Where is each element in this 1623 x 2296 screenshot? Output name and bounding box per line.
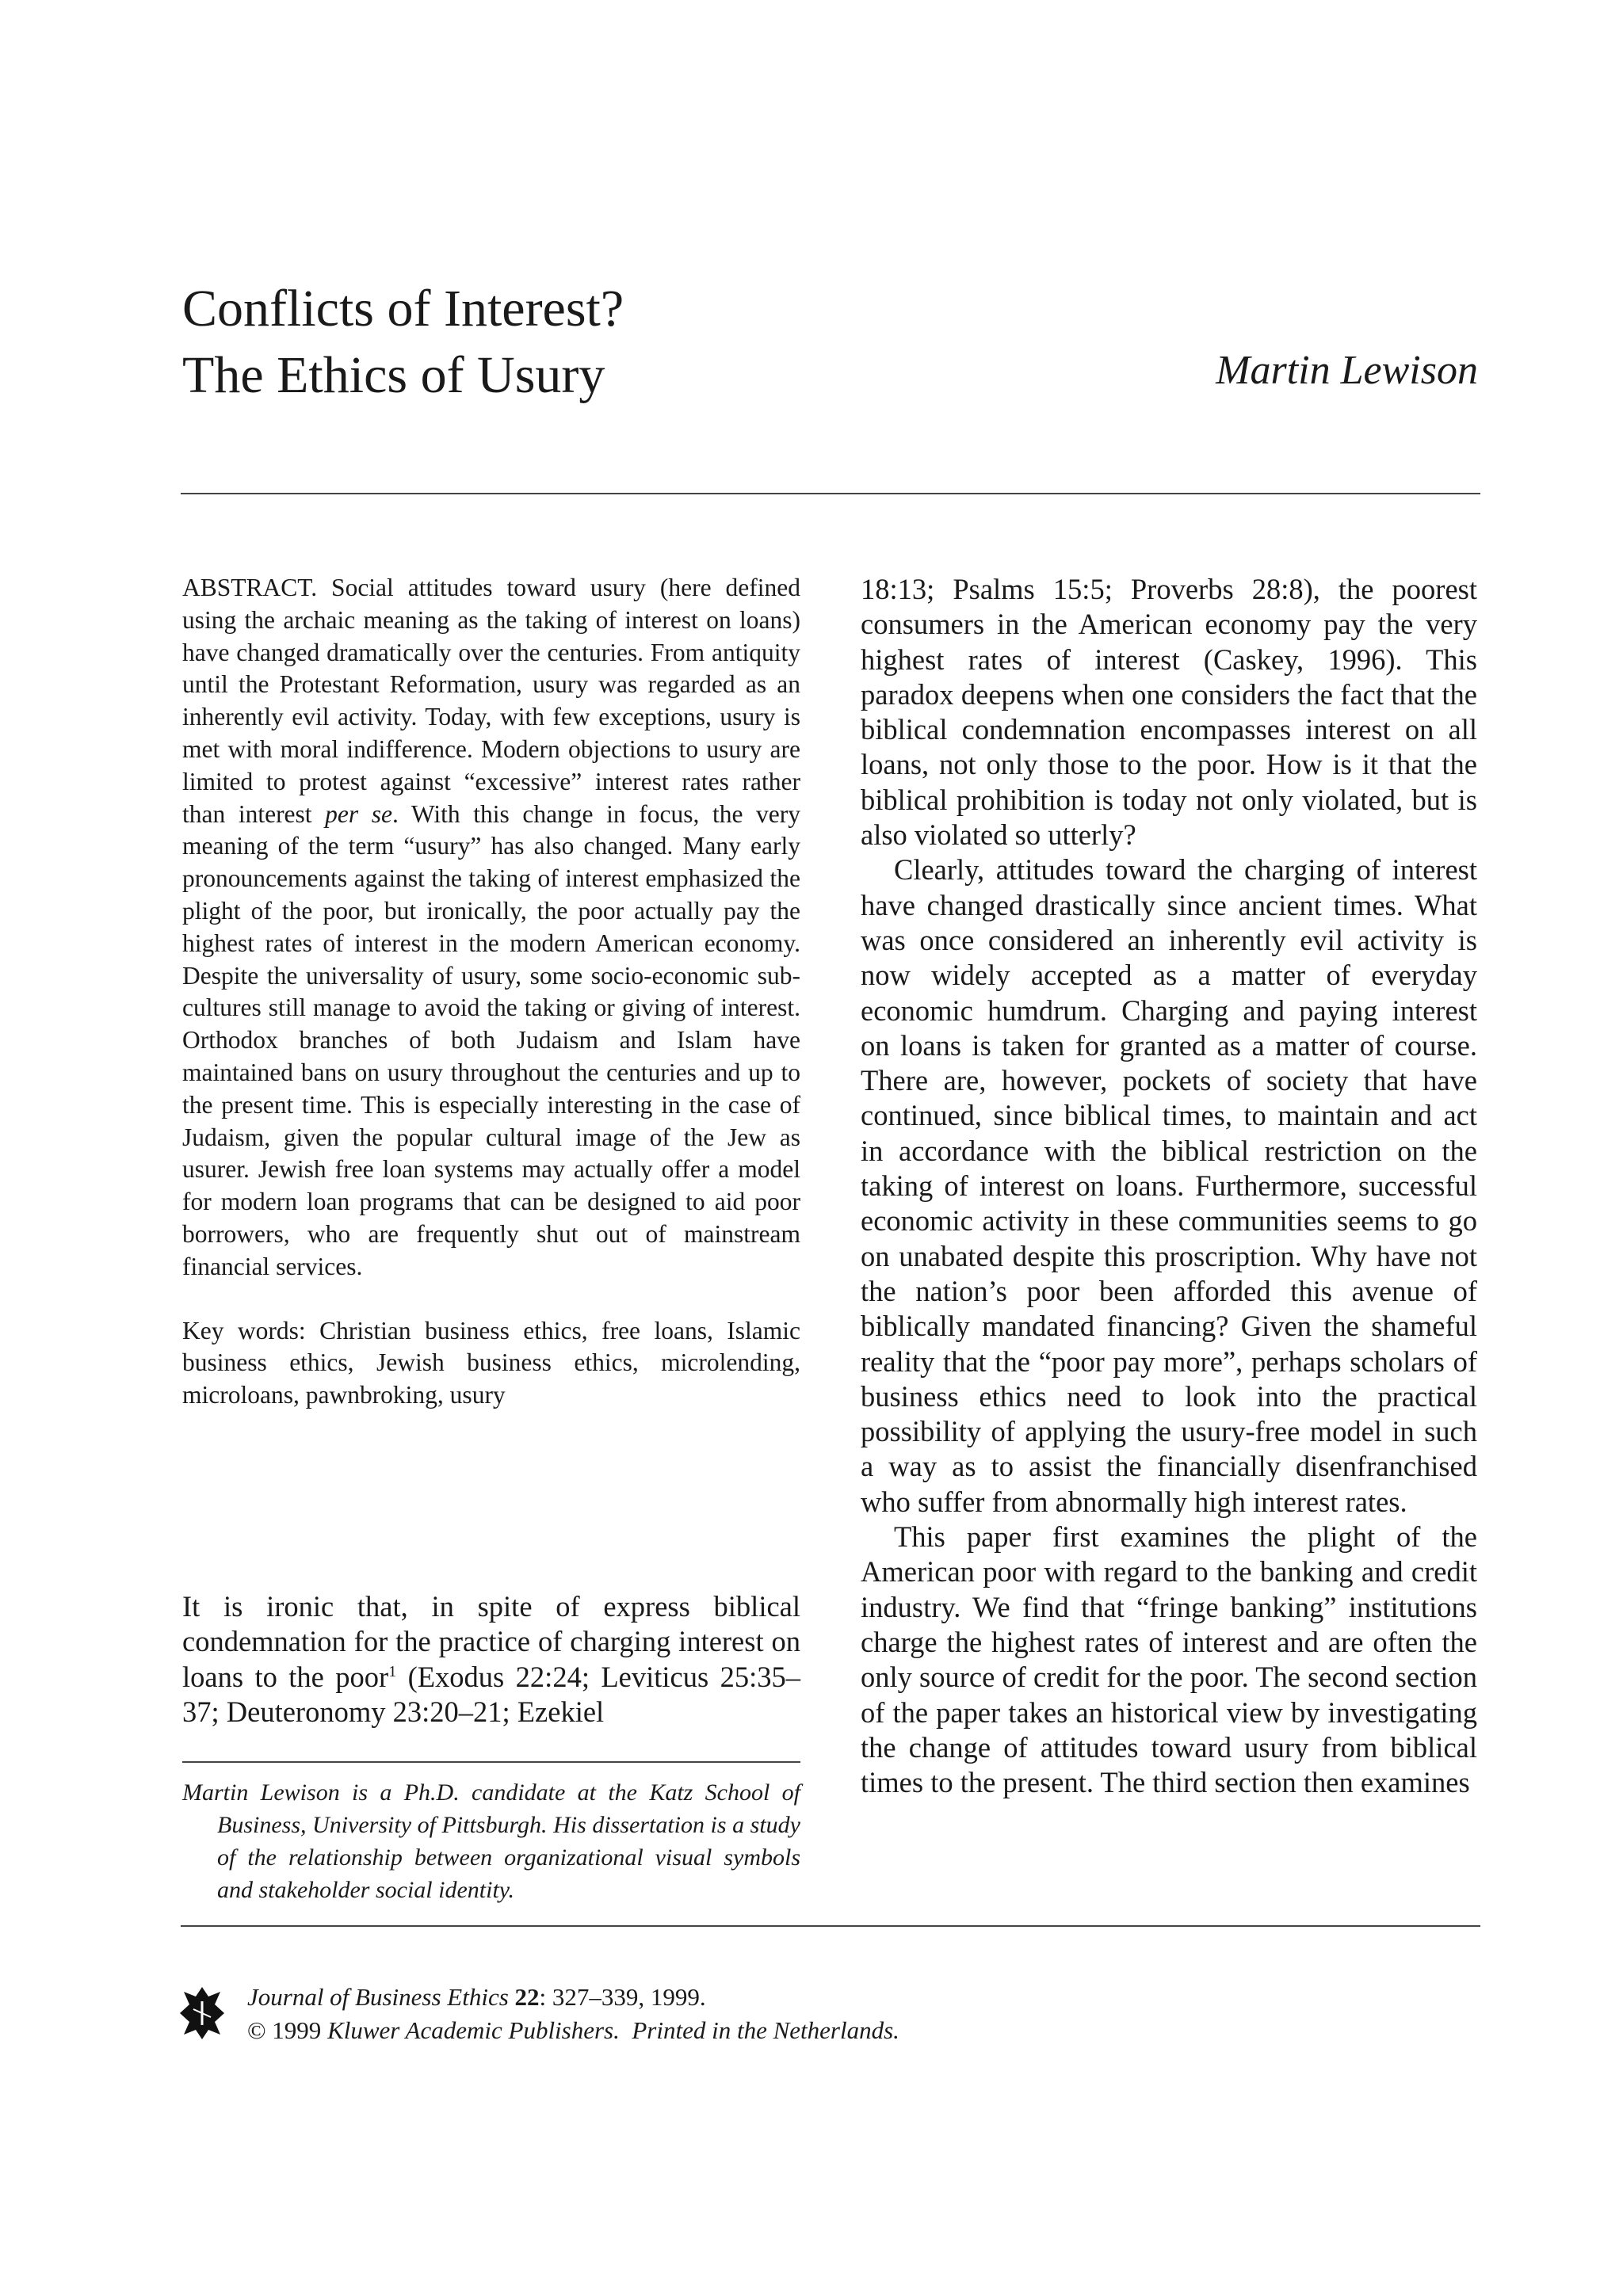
footnote-rule [182, 1761, 800, 1763]
abstract-emphasis: per se [325, 799, 392, 828]
journal-line-1 [247, 1981, 899, 2014]
lead-paragraph-block [182, 1589, 800, 1730]
body-paragraph-3: This paper first examines the plight of the American poor with regard to the banking and credit industry. We find that “fringe banking” institutions charge the highest rates of interest and are often the only source of credit for the poor. The second section of the paper takes an historical view by investigating the change of attitudes toward usury from biblical times to the present. The third section then examines [861, 1520, 1477, 1799]
abstract-text-b: . With this change in focus, the very meaning of the term “usury” has also changed. Many early pronouncements against the taking of interest emphasized the plight of the poor, but ironically, the poor actually pay the highest rates of interest in the modern American economy. Despite the universality of usury, some socio-economic sub-cultures still manage to avoid the taking or giving of interest. Orthodox branches of both Judaism and Islam have maintained bans on usury throughout the centuries and up to the present time. This is especially interesting in the case of Judaism, given the popular cultural image of the Jew as usurer. Jewish free loan systems may actually offer a model for modern loan programs that can be designed to aid poor borrowers, who are frequently shut out of mainstream financial services. [182, 799, 801, 1280]
body-paragraph-1: 18:13; Psalms 15:5; Proverbs 28:8), the poorest consumers in the American economy pay the very highest rates of interest (Caskey, 1996). This paradox deepens when one considers the fact that the biblical condemnation encompasses interest on all loans, not only those to the poor. How is it that the biblical prohibition is today not only violated, but is also violated so utterly? [861, 573, 1477, 852]
abstract-text-a: Social attitudes toward usury (here defined using the archaic meaning as the taking of interest on loans) have changed dramatically over the centuries. From antiquity until the Protestant Reformation, usury was regarded as an inherently evil activity. Today, with few exceptions, usury is met with moral indifference. Modern objections to usury are limited to protest against “excessive” interest rates rather than interest [182, 574, 800, 828]
lead-paragraph [182, 1589, 800, 1730]
copyright: © 1999 [247, 2016, 328, 2044]
paper-title [182, 276, 624, 409]
abstract-label: ABSTRACT. [182, 574, 318, 601]
body-paragraph-2: Clearly, attitudes toward the charging of interest have changed drastically since ancient times. What was once considered an inherently evil activity is now widely accepted as a matter of everyday economic humdrum. Charging and paying interest on loans is taken for granted as a matter of course. There are, however, pockets of society that have continued, since biblical times, to maintain and act in accordance with the biblical restriction on the taking of interest on loans. Furthermore, successful economic activity in these communities seems to go on unabated despite this proscription. Why have not the nation’s poor been afforded this avenue of biblically mandated financing? Given the shameful reality that the “poor pay more”, perhaps scholars of business ethics need to look into the practical possibility of applying the usury-free model in such a way as to assist the financially disenfranchised who suffer from abnormally high interest rates. [861, 853, 1477, 1518]
publisher-logo-icon [179, 1985, 225, 2041]
journal-name: Journal of Business Ethics [247, 1983, 509, 2011]
publisher-name: Kluwer Academic Publishers. [327, 2016, 620, 2044]
keywords: Key words: Christian business ethics, free loans, Islamic business ethics, Jewish business ethics, microlending, microloans, pawnbroking, usury [182, 1316, 800, 1409]
abstract-block [182, 572, 800, 1412]
lead-text-a: It is ironic that, in spite of express biblical condemnation for the practice of charging interest on loans to the poor [182, 1590, 800, 1693]
title-line-1: Conflicts of Interest? [182, 280, 624, 338]
journal-volume: 22 [514, 1983, 540, 2011]
header-rule [181, 493, 1480, 494]
author-footnote-text: Martin Lewison is a Ph.D. candidate at the Katz School of Business, University of Pittsburgh. His dissertation is a study of the relationship between organizational visual symbols and stakeholder social identity. [182, 1779, 800, 1903]
abstract-paragraph [182, 572, 800, 1283]
title-line-2: The Ethics of Usury [182, 346, 605, 404]
journal-pages: : 327–339, 1999. [539, 1983, 706, 2011]
right-column [861, 572, 1477, 1800]
lead-text-b: (Exodus 22:24; Leviticus 25:35–37; Deuteronomy 23:20–21; Ezekiel [182, 1660, 800, 1728]
footer-rule [181, 1925, 1480, 1927]
author-footnote [182, 1776, 800, 1906]
footnote-marker: 1 [388, 1662, 397, 1680]
author-name: Martin Lewison [1216, 348, 1478, 393]
printed-in: Printed in the Netherlands. [632, 2016, 899, 2044]
journal-line-2 [247, 2014, 899, 2047]
journal-citation [247, 1981, 899, 2047]
